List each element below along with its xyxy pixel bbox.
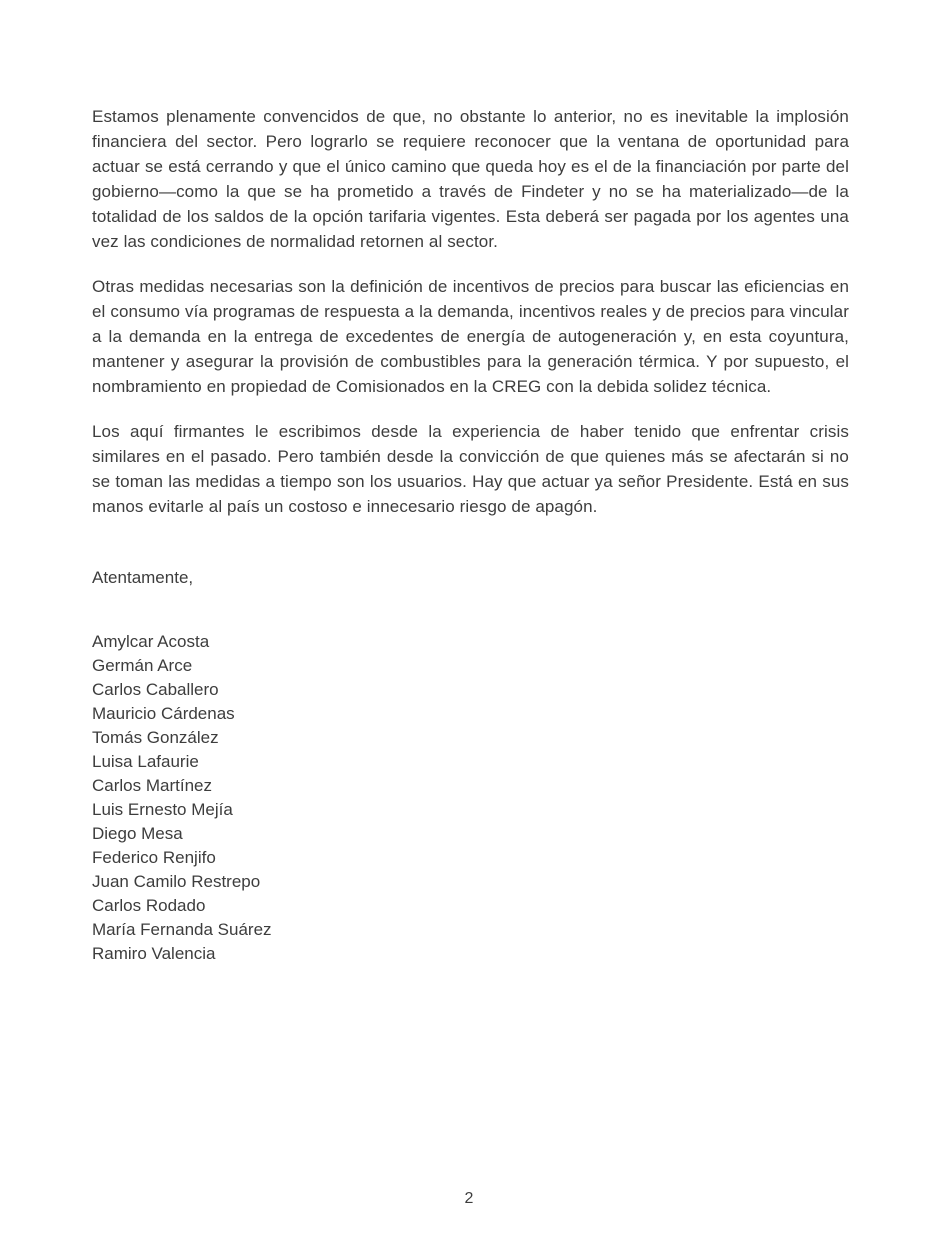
signatory-name: Amylcar Acosta	[92, 632, 210, 651]
letter-closing: Atentamente,	[92, 568, 194, 587]
signatory-name: Germán Arce	[92, 656, 193, 675]
signatory-name: Carlos Martínez	[92, 776, 212, 795]
signatory-name: Carlos Rodado	[92, 896, 206, 915]
signatory-name: Federico Renjifo	[92, 848, 216, 867]
signatory-name: Luis Ernesto Mejía	[92, 800, 233, 819]
signatory-name: Juan Camilo Restrepo	[92, 872, 261, 891]
signatory-list	[92, 630, 849, 966]
signatory-name: Carlos Caballero	[92, 680, 219, 699]
page-number: 2	[464, 1190, 474, 1207]
signatory-name: Diego Mesa	[92, 824, 183, 843]
signatory-name: María Fernanda Suárez	[92, 920, 272, 939]
signatory-name: Ramiro Valencia	[92, 944, 216, 963]
letter-body	[92, 104, 849, 966]
signatory-name: Tomás González	[92, 728, 219, 747]
letter-paragraph-1: Estamos plenamente convencidos de que, no obstante lo anterior, no es inevitable la implosión financiera del sector. Pero lograrlo se requiere reconocer que la ventana de oportunidad para actuar se está cerrando y que el único camino que queda hoy es el de la financiación por parte del gobierno—como la que se ha prometido a través de Findeter y no se ha materializado—de la totalidad de los saldos de la opción tarifaria vigentes. Esta deberá ser pagada por los agentes una vez las condiciones de normalidad retornen al sector.	[92, 107, 849, 251]
signatory-name: Mauricio Cárdenas	[92, 704, 235, 723]
letter-paragraph-2: Otras medidas necesarias son la definición de incentivos de precios para buscar las eficiencias en el consumo vía programas de respuesta a la demanda, incentivos reales y de precios para vincular a la demanda en la entrega de excedentes de energía de autogeneración y, en esta coyuntura, mantener y asegurar la provisión de combustibles para la generación térmica. Y por supuesto, el nombramiento en propiedad de Comisionados en la CREG con la debida solidez técnica.	[92, 277, 849, 396]
signatory-name: Luisa Lafaurie	[92, 752, 199, 771]
letter-paragraph-3: Los aquí firmantes le escribimos desde la experiencia de haber tenido que enfrentar crisis similares en el pasado. Pero también desde la convicción de que quienes más se afectarán si no se toman las medidas a tiempo son los usuarios. Hay que actuar ya señor Presidente. Está en sus manos evitarle al país un costoso e innecesario riesgo de apagón.	[92, 422, 849, 516]
